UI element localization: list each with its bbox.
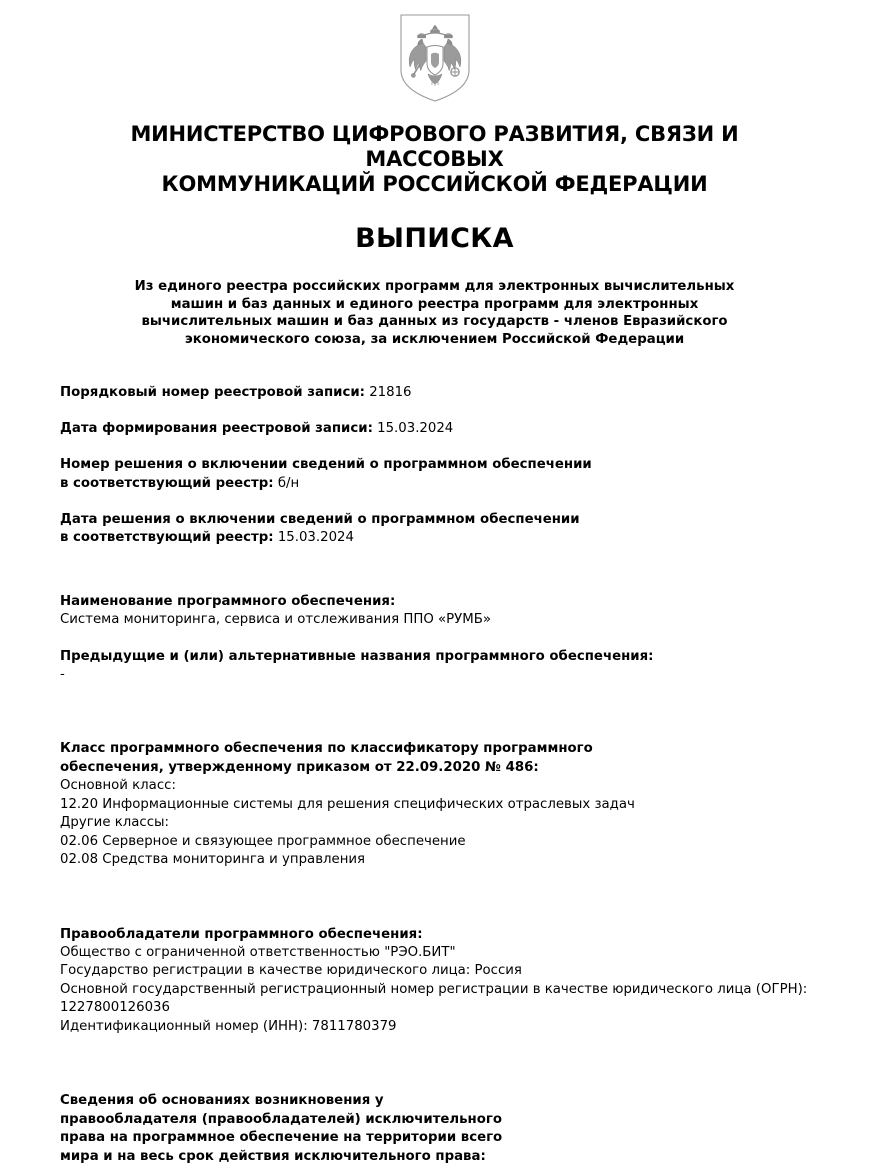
rights-holder-country: Государство регистрации в качестве юридического лица: Россия: [60, 962, 824, 981]
decision-number-label-line-1: Номер решения о включении сведений о программном обеспечении: [60, 456, 824, 475]
other-class-item: 02.08 Средства мониторинга и управления: [60, 851, 824, 870]
rights-holders-label: Правообладатели программного обеспечения:: [60, 926, 824, 944]
main-class-label: Основной класс:: [60, 777, 824, 796]
decision-number-label-line-2: в соответствующий реестр: б/н: [60, 475, 824, 493]
document-title: ВЫПИСКА: [0, 223, 869, 254]
previous-names-label: Предыдущие и (или) альтернативные названия программного обеспечения:: [60, 648, 824, 666]
emblem-container: [0, 0, 869, 104]
decision-date-value: 15.03.2024: [278, 530, 354, 545]
record-number-value: 21816: [369, 385, 411, 400]
main-class-value: 12.20 Информационные системы для решения специфических отраслевых задач: [60, 796, 824, 815]
rights-holder-organization: Общество с ограниченной ответственностью "РЭО.БИТ": [60, 944, 824, 963]
exclusive-rights-line-2: правообладателя (правообладателей) исключительного: [60, 1111, 824, 1130]
spacer: [60, 402, 824, 420]
ministry-title-line-2: КОММУНИКАЦИЙ РОССИЙСКОЙ ФЕДЕРАЦИИ: [65, 172, 805, 197]
rights-holder-ogrn-label: Основной государственный регистрационный номер регистрации в качестве юридического лица (ОГРН):: [60, 981, 824, 1000]
spacer: [60, 493, 824, 511]
decision-number-value: б/н: [278, 476, 299, 491]
exclusive-rights-line-1: Сведения об основаниях возникновения у: [60, 1092, 824, 1111]
decision-date-label-line-1: Дата решения о включении сведений о программном обеспечении: [60, 511, 824, 530]
field-record-date: [60, 420, 824, 438]
field-software-class: [60, 740, 824, 870]
field-record-number: [60, 384, 824, 402]
field-decision-date: [60, 511, 824, 548]
spacer: [60, 547, 824, 593]
software-name-label: Наименование программного обеспечения:: [60, 593, 824, 611]
field-software-name: [60, 593, 824, 630]
record-number-label: Порядковый номер реестровой записи:: [60, 385, 365, 400]
decision-date-label-line-2: в соответствующий реестр: 15.03.2024: [60, 529, 824, 547]
record-date-value: 15.03.2024: [377, 421, 453, 436]
previous-names-value: -: [60, 666, 824, 685]
other-class-item: 02.06 Серверное и связующее программное обеспечение: [60, 833, 824, 852]
subtitle-line-1: Из единого реестра российских программ для электронных вычислительных: [110, 278, 760, 296]
spacer: [60, 630, 824, 648]
document-body: [60, 384, 824, 1166]
subtitle-line-3: вычислительных машин и баз данных из государств - членов Евразийского: [110, 313, 760, 331]
ministry-title-line-1: МИНИСТЕРСТВО ЦИФРОВОГО РАЗВИТИЯ, СВЯЗИ И МАССОВЫХ: [65, 122, 805, 172]
spacer: [60, 438, 824, 456]
field-decision-number: [60, 456, 824, 493]
spacer: [60, 1036, 824, 1092]
field-exclusive-rights: [60, 1092, 824, 1166]
ministry-title: [65, 122, 805, 197]
software-name-value: Система мониторинга, сервиса и отслеживания ППО «РУМБ»: [60, 611, 824, 630]
exclusive-rights-line-3: права на программное обеспечение на территории всего: [60, 1129, 824, 1148]
software-class-label-line-2: обеспечения, утвержденному приказом от 22.09.2020 № 486:: [60, 759, 824, 778]
rights-holder-ogrn-value: 1227800126036: [60, 999, 824, 1018]
exclusive-rights-line-4: мира и на весь срок действия исключительного права:: [60, 1148, 824, 1166]
record-date-label: Дата формирования реестровой записи:: [60, 421, 373, 436]
subtitle-line-2: машин и баз данных и единого реестра программ для электронных: [110, 296, 760, 314]
rights-holder-inn: Идентификационный номер (ИНН): 7811780379: [60, 1018, 824, 1037]
field-previous-names: [60, 648, 824, 685]
software-class-label-line-1: Класс программного обеспечения по классификатору программного: [60, 740, 824, 759]
russian-coat-of-arms-icon: [398, 12, 472, 104]
subtitle-line-4: экономического союза, за исключением Российской Федерации: [110, 331, 760, 349]
spacer: [60, 870, 824, 926]
other-classes-label: Другие классы:: [60, 814, 824, 833]
spacer: [60, 684, 824, 740]
document-subtitle: [110, 278, 760, 348]
field-rights-holders: [60, 926, 824, 1037]
